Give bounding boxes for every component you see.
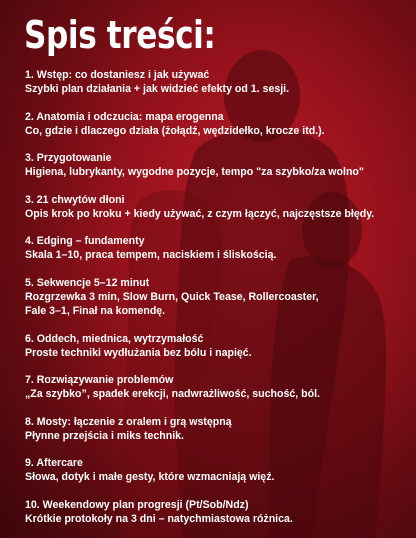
toc-item-heading: 2. Anatomia i odczucia: mapa erogenna: [25, 110, 224, 123]
toc-item: [25, 332, 409, 360]
toc-item: [25, 234, 409, 262]
toc-item: [25, 193, 409, 221]
toc-item-heading: 6. Oddech, miednica, wytrzymałość: [25, 332, 204, 345]
toc-item-heading: 1. Wstęp: co dostaniesz i jak używać: [25, 69, 210, 81]
toc-item-description: Fale 3–1, Finał na komendę.: [25, 304, 166, 317]
toc-item: [25, 68, 409, 96]
toc-item-heading: 10. Weekendowy plan progresji (Pt/Sob/Ndz): [25, 498, 249, 511]
toc-item: [25, 276, 409, 318]
toc-item-description: Proste techniki wydłużania bez bólu i napięć.: [25, 346, 252, 359]
toc-item: [25, 373, 409, 401]
toc-item-heading: 4. Edging – fundamenty: [25, 235, 145, 248]
toc-item-description: Krótkie protokoły na 3 dni – natychmiastowa różnica.: [25, 512, 293, 525]
toc-item-description: Szybki plan działania + jak widzieć efekty od 1. sesji.: [25, 83, 290, 95]
toc-item-description: Słowa, dotyk i małe gesty, które wzmacniają więź.: [25, 471, 275, 484]
toc-list: [25, 68, 409, 538]
toc-item-description: Skala 1–10, praca tempem, naciskiem i śliskością.: [25, 249, 277, 262]
toc-item-heading: 3. Przygotowanie: [25, 152, 112, 165]
toc-item-heading: 7. Rozwiązywanie problemów: [25, 374, 174, 387]
toc-item: [25, 151, 409, 179]
toc-item-description: Co, gdzie i dlaczego działa (żołądź, wędzidełko, krocze itd.).: [25, 124, 325, 137]
page-title: Spis treści:: [24, 13, 216, 57]
toc-item: [25, 456, 409, 484]
toc-item-description: Higiena, lubrykanty, wygodne pozycje, tempo "za szybko/za wolno": [25, 166, 364, 179]
toc-item-heading: 5. Sekwencje 5–12 minut: [25, 276, 150, 289]
toc-item: [25, 110, 409, 138]
toc-item: [25, 498, 409, 526]
toc-item: [25, 415, 409, 443]
toc-item-description: Opis krok po kroku + kiedy używać, z czym łączyć, najczęstsze błędy.: [25, 207, 375, 220]
toc-item-heading: 9. Aftercare: [25, 457, 83, 470]
toc-item-description: Rozgrzewka 3 min, Slow Burn, Quick Tease, Rollercoaster,: [25, 290, 319, 303]
toc-item-heading: 8. Mosty: łączenie z oralem i grą wstępną: [25, 415, 232, 428]
toc-item-heading: 3. 21 chwytów dłoni: [25, 193, 125, 206]
toc-item-description: „Za szybko”, spadek erekcji, nadwrażliwość, suchość, ból.: [25, 388, 320, 401]
toc-item-description: Płynne przejścia i miks technik.: [25, 429, 184, 442]
